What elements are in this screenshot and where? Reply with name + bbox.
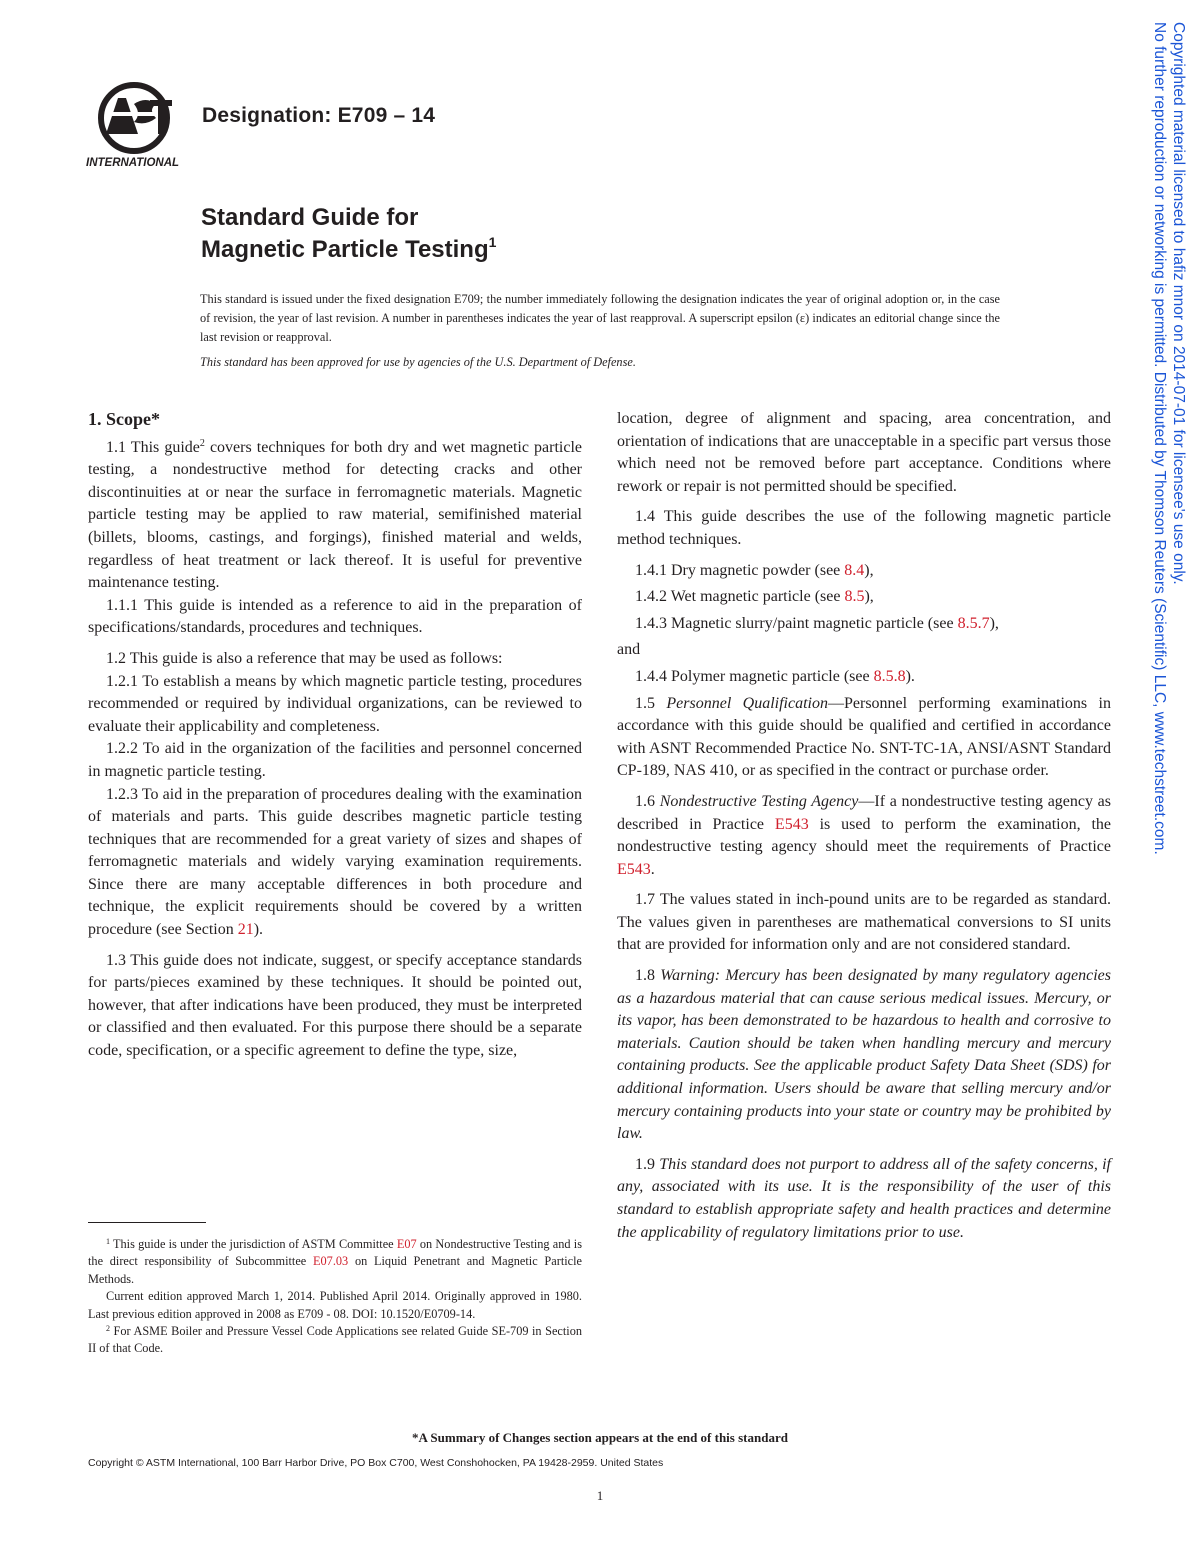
title-line-1: Standard Guide for bbox=[201, 204, 419, 231]
paragraph-1-4-1 bbox=[617, 560, 1111, 583]
page-number: 1 bbox=[596, 1488, 604, 1503]
paragraph-text: 1.2.3 To aid in the preparation of procedures dealing with the examination of materials and parts. This guide describes magnetic particle testing techniques that are recommended for a great variety of sizes and shapes of ferromagnetic materials and widely varying examination requirements. Since there are many acceptable differences in both procedure and technique, the explicit requirements should be covered by a written procedure (see Section bbox=[88, 785, 582, 939]
paragraph-text: 1.4.2 Wet magnetic particle (see bbox=[635, 588, 845, 606]
footnotes bbox=[88, 1236, 582, 1358]
license-notice-text bbox=[1150, 22, 1188, 872]
paragraph-1-4-3 bbox=[617, 613, 1111, 636]
section-heading-scope bbox=[88, 408, 582, 431]
section-title: Scope* bbox=[106, 409, 160, 429]
committee-link-e07[interactable]: E07 bbox=[396, 1237, 417, 1251]
practice-link-e543[interactable]: E543 bbox=[774, 815, 809, 833]
paragraph-1-2-3 bbox=[88, 784, 582, 942]
astm-logo-icon bbox=[84, 82, 190, 172]
footnote-text: on Liquid Penetrant and Magnetic Particle Methods. bbox=[88, 1254, 582, 1286]
footnote-text: This guide is under the jurisdiction of ASTM Committee bbox=[110, 1237, 397, 1251]
paragraph-number: 1.9 bbox=[635, 1155, 660, 1173]
paragraph-text: . bbox=[650, 860, 655, 878]
astm-logo bbox=[84, 82, 190, 172]
paragraph-text: 1.4.1 Dry magnetic powder (see bbox=[635, 561, 845, 579]
title-line-2 bbox=[201, 234, 496, 266]
paragraph-1-4: 1.4 This guide describes the use of the following magnetic particle method techniques. bbox=[617, 508, 1111, 548]
paragraph-1-4-3-and: and bbox=[617, 641, 641, 659]
footnote-1 bbox=[88, 1236, 582, 1288]
footnote-divider bbox=[88, 1222, 206, 1223]
paragraph-text: covers techniques for both dry and wet magnetic particle testing, a nondestructive method for detecting cracks and other discontinuities at or near the surface in ferromagnetic materials. Magnetic particle testing may be applied to raw material, semifinished material (billets, blooms, castings, and forgings), finished material and welds, regardless of heat treatment or lack thereof. It is useful for preventive maintenance testing. bbox=[88, 438, 583, 592]
license-notice-line-2[interactable]: No further reproduction or networking is permitted. Distributed by Thomson Reuters (Scientific) LLC, www.techstreet.com. bbox=[1151, 22, 1168, 855]
paragraph-text: 1.4.4 Polymer magnetic particle (see bbox=[635, 667, 874, 685]
warning-text: Warning: Mercury has been designated by many regulatory agencies as a hazardous material that can cause serious medical issues. Mercury, or its vapor, has been demonstrated to be hazardous to health and corrosive to materials. Caution should be taken when handling mercury and mercury containing products. See the applicable product Safety Data Sheet (SDS) for additional information. Users should be aware that selling mercury and/or mercury containing products into your state or country may be prohibited by law. bbox=[617, 967, 1111, 1143]
right-column bbox=[617, 408, 1111, 1252]
paragraph-1-6 bbox=[617, 791, 1111, 881]
paragraph-1-2-2: 1.2.2 To aid in the organization of the facilities and personnel concerned in magnetic particle testing. bbox=[88, 740, 582, 780]
footnote-ref-2[interactable]: 2 bbox=[199, 437, 205, 449]
section-link-8-4[interactable]: 8.4 bbox=[844, 561, 865, 579]
footnote-text: For ASME Boiler and Pressure Vessel Code Applications see related Guide SE-709 in Section II of that Code. bbox=[88, 1324, 582, 1356]
footnote-2 bbox=[88, 1323, 582, 1358]
section-link-8-5-8[interactable]: 8.5.8 bbox=[873, 667, 906, 685]
footnote-1-mark: 1 bbox=[106, 1237, 110, 1246]
footnote-text: on Nondestructive Testing and is the direct responsibility of Subcommittee bbox=[88, 1237, 582, 1269]
paragraph-term: Personnel Qualification bbox=[666, 694, 828, 712]
left-column bbox=[88, 408, 582, 1063]
paragraph-1-4-2 bbox=[617, 586, 1111, 609]
paragraph-1-4-4 bbox=[617, 666, 1111, 689]
copyright-line: Copyright © ASTM International, 100 Barr Harbor Drive, PO Box C700, West Conshohocken, PA 19428-2959. United States bbox=[88, 1457, 664, 1469]
issuance-note: This standard is issued under the fixed designation E709; the number immediately following the designation indicates the year of original adoption or, in the case of revision, the year of last revision. A number in parentheses indicates the year of last reapproval. A superscript epsilon (ε) indicates an editorial change since the last revision or reapproval. bbox=[200, 292, 1000, 344]
paragraph-1-2: 1.2 This guide is also a reference that may be used as follows: bbox=[106, 649, 503, 667]
title-text: Magnetic Particle Testing bbox=[201, 236, 489, 263]
footnote-1-edition: Current edition approved March 1, 2014. Published April 2014. Originally approved in 1980. Last previous edition approved in 2008 as E709 - 08. DOI: 10.1520/E0709-14. bbox=[88, 1289, 582, 1321]
license-notice bbox=[1100, 22, 1188, 872]
paragraph-1-3: 1.3 This guide does not indicate, suggest, or specify acceptance standards for parts/pieces examined by these techniques. It should be pointed out, however, that after indications have been produced, they must be interpreted or classified and then evaluated. For this purpose there should be a separate code, specification, or a specific agreement to define the type, size, bbox=[88, 951, 582, 1060]
footnote-2-mark: 2 bbox=[106, 1324, 110, 1334]
document-title bbox=[201, 202, 496, 266]
paragraph-text: ), bbox=[989, 614, 999, 632]
section-link-8-5-7[interactable]: 8.5.7 bbox=[957, 614, 990, 632]
paragraph-1-2-1: 1.2.1 To establish a means by which magnetic particle testing, procedures recommended or required by individual organizations, can be reviewed to evaluate their applicability and completeness. bbox=[88, 672, 582, 735]
paragraph-text: is used to perform the examination, the nondestructive testing agency should meet the requirements of Practice bbox=[617, 815, 1112, 856]
paragraph-1-5 bbox=[617, 693, 1111, 783]
paragraph-number: 1.6 bbox=[635, 792, 660, 810]
designation: Designation: E709 – 14 bbox=[202, 104, 436, 127]
summary-of-changes-note: *A Summary of Changes section appears at the end of this standard bbox=[412, 1430, 788, 1445]
paragraph-number: 1.8 bbox=[635, 967, 661, 985]
subcommittee-link-e07-03[interactable]: E07.03 bbox=[313, 1254, 349, 1269]
paragraph-text: ), bbox=[864, 561, 874, 579]
paragraph-1-8 bbox=[617, 965, 1111, 1146]
practice-link-e543-second[interactable]: E543 bbox=[617, 860, 651, 878]
paragraph-text: ). bbox=[253, 921, 264, 939]
paragraph-1-9 bbox=[617, 1154, 1111, 1244]
logo-wordmark: INTERNATIONAL bbox=[86, 157, 180, 169]
paragraph-1-1-1: 1.1.1 This guide is intended as a reference to aid in the preparation of specifications/standards, procedures and techniques. bbox=[88, 596, 582, 637]
paragraph-text: —If a nondestructive testing agency as described in Practice bbox=[617, 792, 1112, 833]
paragraph-1-1 bbox=[88, 437, 582, 595]
paragraph-term: Nondestructive Testing Agency bbox=[659, 792, 859, 810]
paragraph-number: 1.5 bbox=[635, 694, 667, 712]
paragraph-text: ), bbox=[864, 588, 874, 606]
title-footnote-mark: 1 bbox=[488, 234, 497, 250]
safety-statement: This standard does not purport to address all of the safety concerns, if any, associated with its use. It is the responsibility of the user of this standard to establish appropriate safety and health practices and determine the applicability of regulatory limitations prior to use. bbox=[617, 1155, 1112, 1241]
paragraph-1-3-continued: location, degree of alignment and spacing, area concentration, and orientation of indications that are unacceptable in a specific part versus those which need not be removed before part acceptance. Conditions where rework or repair is not permitted should be specified. bbox=[617, 410, 1111, 495]
section-number: 1. bbox=[88, 409, 102, 429]
license-notice-line-1: Copyrighted material licensed to hafiz mnor on 2014-07-01 for licensee's use only. bbox=[1170, 22, 1187, 585]
dod-approval-note: This standard has been approved for use by agencies of the U.S. Department of Defense. bbox=[200, 355, 636, 369]
paragraph-text: ). bbox=[905, 667, 915, 685]
section-link-8-5[interactable]: 8.5 bbox=[844, 588, 865, 606]
paragraph-text: —Personnel performing examinations in accordance with this guide should be qualified and certified in accordance with ASNT Recommended Practice No. SNT-TC-1A, ANSI/ASNT Standard CP-189, NAS 410, or as specified in the contract or purchase order. bbox=[617, 694, 1111, 780]
section-link-21[interactable]: 21 bbox=[237, 921, 254, 939]
paragraph-1-7: 1.7 The values stated in inch-pound units are to be regarded as standard. The values given in parentheses are mathematical conversions to SI units that are provided for information only and are not considered standard. bbox=[617, 891, 1111, 954]
paragraph-text: 1.1 This guide bbox=[106, 438, 200, 456]
paragraph-text: 1.4.3 Magnetic slurry/paint magnetic particle (see bbox=[635, 614, 958, 632]
